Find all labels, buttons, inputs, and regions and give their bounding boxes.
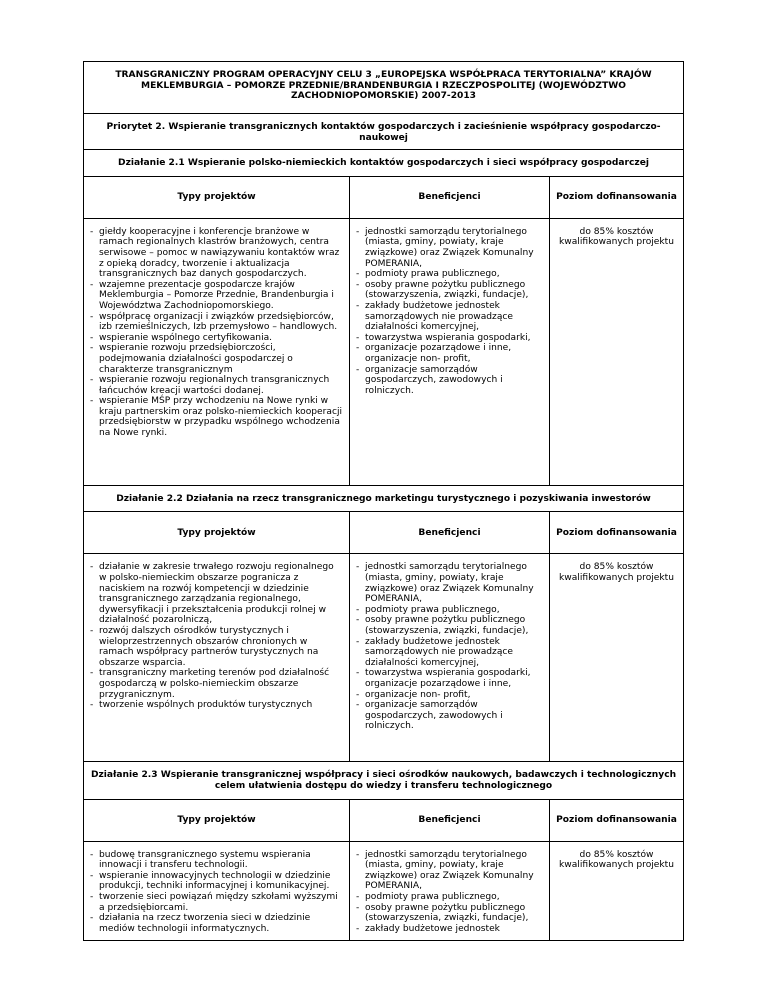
list-item: - jednostki samorządu terytorialnego (miasta, gminy, powiaty, kraje związkowe) oraz Związek Komunalny POMERANIA, — [356, 227, 543, 269]
list-item: - tworzenie sieci powiązań między szkołami wyższymi a przedsiębiorcami. — [90, 892, 343, 913]
list-item: - wspieranie innowacyjnych technologii w dziedzinie produkcji, techniki informacyjnej i komunikacyjnej. — [90, 871, 343, 892]
column-header-beneficiaries: Beneficjenci — [350, 176, 550, 218]
list-item: - giełdy kooperacyjne i konferencje branżowe w ramach regionalnych klastrów branżowych, centra serwisowe – pomoc w nawiązywaniu kontaktów wraz z opieką doradcy, tworzenie i aktualizacja transgranicznych baz danych gospodarczych. — [90, 227, 343, 280]
column-header-types: Typy projektów — [84, 176, 350, 218]
column-header-level: Poziom dofinansowania — [550, 176, 684, 218]
project-types-list — [90, 850, 343, 935]
project-types-list — [90, 562, 343, 710]
action-title: Działanie 2.1 Wspieranie polsko-niemieckich kontaktów gospodarczych i sieci współpracy gospodarczej — [84, 150, 684, 177]
list-item: - wspieranie rozwoju regionalnych transgranicznych łańcuchów kreacji wartości dodanej. — [90, 375, 343, 396]
list-item: - jednostki samorządu terytorialnego (miasta, gminy, powiaty, kraje związkowe) oraz Związek Komunalny POMERANIA, — [356, 850, 543, 892]
beneficiaries-cell — [350, 218, 550, 485]
priority-title: Priorytet 2. Wspieranie transgranicznych kontaktów gospodarczych i zacieśnienie współpracy gospodarczo-naukowej — [84, 114, 684, 150]
list-item: - tworzenie wspólnych produktów turystycznych — [90, 700, 343, 711]
list-item: - transgraniczny marketing terenów pod działalność gospodarczą w polsko-niemieckim obszarze przygranicznym. — [90, 668, 343, 700]
document-page — [83, 61, 683, 941]
list-item: - zakłady budżetowe jednostek samorządowych nie prowadzące działalności komercyjnej, — [356, 637, 543, 669]
project-types-cell — [84, 841, 350, 941]
list-item: - budowę transgranicznego systemu wspierania innowacji i transferu technologii. — [90, 850, 343, 871]
list-item: - podmioty prawa publicznego, — [356, 269, 543, 280]
list-item: - towarzystwa wspierania gospodarki, — [356, 333, 543, 344]
project-types-list — [90, 227, 343, 439]
column-header-beneficiaries: Beneficjenci — [350, 512, 550, 554]
list-item: - rozwój dalszych ośrodków turystycznych i wieloprzestrzennych obszarów chronionych w ramach współpracy partnerów turystycznych na obszarze wsparcia. — [90, 626, 343, 668]
list-item: - działanie w zakresie trwałego rozwoju regionalnego w polsko-niemieckim obszarze pogranicza z naciskiem na rozwój kompetencji w dziedzinie transgranicznego zarządzania regionalnego, dywersyfikacji i przekształcenia produkcji rolnej w działalność pozarolniczą, — [90, 562, 343, 626]
list-item: - osoby prawne pożytku publicznego (stowarzyszenia, związki, fundacje), — [356, 615, 543, 636]
list-item: - wzajemne prezentacje gospodarcze krajów Meklemburgia – Pomorze Przednie, Brandenburgia i Województwa Zachodniopomorskiego. — [90, 280, 343, 312]
list-item: - podmioty prawa publicznego, — [356, 892, 543, 903]
list-item: - towarzystwa wspierania gospodarki, organizacje pozarządowe i inne, — [356, 668, 543, 689]
column-header-level: Poziom dofinansowania — [550, 512, 684, 554]
list-item: - zakłady budżetowe jednostek — [356, 924, 543, 935]
list-item: - działania na rzecz tworzenia sieci w dziedzinie mediów technologii informatycznych. — [90, 913, 343, 934]
project-types-cell — [84, 554, 350, 762]
column-header-types: Typy projektów — [84, 799, 350, 841]
list-item: - organizacje pozarządowe i inne, organizacje non- profit, — [356, 343, 543, 364]
funding-level-cell: do 85% kosztów kwalifikowanych projektu — [550, 218, 684, 485]
list-item: - osoby prawne pożytku publicznego (stowarzyszenia, związki, fundacje), — [356, 280, 543, 301]
list-item: - wspieranie wspólnego certyfikowania. — [90, 333, 343, 344]
list-item: - osoby prawne pożytku publicznego (stowarzyszenia, związki, fundacje), — [356, 903, 543, 924]
action-title: Działanie 2.2 Działania na rzecz transgranicznego marketingu turystycznego i pozyskiwania inwestorów — [84, 485, 684, 512]
beneficiaries-list — [356, 850, 543, 935]
beneficiaries-cell — [350, 554, 550, 762]
column-header-level: Poziom dofinansowania — [550, 799, 684, 841]
action-title: Działanie 2.3 Wspieranie transgranicznej współpracy i sieci ośrodków naukowych, badawczych i technologicznych celem ułatwienia dostępu do wiedzy i transferu technologicznego — [84, 762, 684, 799]
funding-level-cell: do 85% kosztów kwalifikowanych projektu — [550, 554, 684, 762]
column-header-beneficiaries: Beneficjenci — [350, 799, 550, 841]
beneficiaries-list — [356, 562, 543, 732]
list-item: - podmioty prawa publicznego, — [356, 605, 543, 616]
list-item: - wspieranie rozwoju przedsiębiorczości, podejmowania działalności gospodarczej o charakterze transgranicznym — [90, 343, 343, 375]
list-item: - zakłady budżetowe jednostek samorządowych nie prowadzące działalności komercyjnej, — [356, 301, 543, 333]
funding-level-cell: do 85% kosztów kwalifikowanych projektu — [550, 841, 684, 941]
list-item: - jednostki samorządu terytorialnego (miasta, gminy, powiaty, kraje związkowe) oraz Związek Komunalny POMERANIA, — [356, 562, 543, 604]
list-item: - współpracę organizacji i związków przedsiębiorców, izb rzemieślniczych, Izb przemysłowo – handlowych. — [90, 312, 343, 333]
project-types-cell — [84, 218, 350, 485]
list-item: - organizacje samorządów gospodarczych, zawodowych i rolniczych. — [356, 700, 543, 732]
column-header-types: Typy projektów — [84, 512, 350, 554]
list-item: - wspieranie MŚP przy wchodzeniu na Nowe rynki w kraju partnerskim oraz polsko-niemieckich kooperacji przedsiębiorstw w przypadku wspólnego wchodzenia na Nowe rynki. — [90, 396, 343, 438]
list-item: - organizacje samorządów gospodarczych, zawodowych i rolniczych. — [356, 365, 543, 397]
beneficiaries-cell — [350, 841, 550, 941]
list-item: - organizacje non- profit, — [356, 690, 543, 701]
program-table — [83, 61, 684, 941]
beneficiaries-list — [356, 227, 543, 397]
program-title: TRANSGRANICZNY PROGRAM OPERACYJNY CELU 3 „EUROPEJSKA WSPÓŁPRACA TERYTORIALNA” KRAJÓW MEKLEMBURGIA – POMORZE PRZEDNIE/BRANDENBURGIA I RZECZPOSPOLITEJ (WOJEWÓDZTWO ZACHODNIOPOMORSKIE) 2007-2013 — [84, 62, 684, 114]
